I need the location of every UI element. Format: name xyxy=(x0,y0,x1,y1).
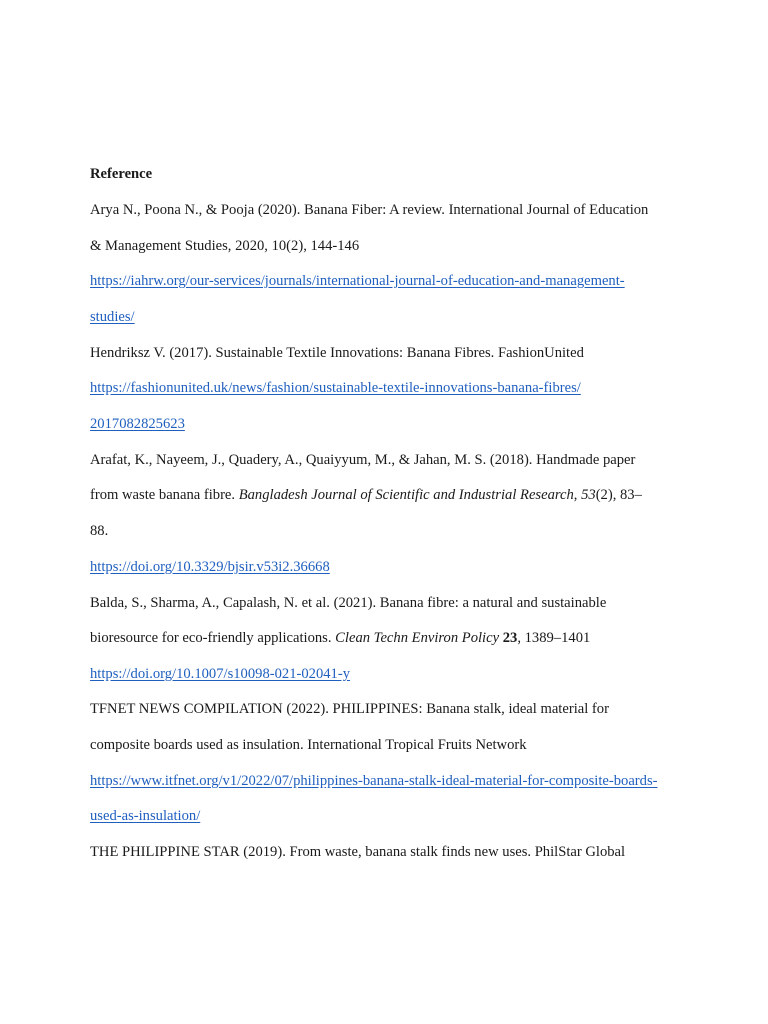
reference-arafat-text-c: (2), 83– xyxy=(595,487,642,503)
reference-arya-link-2[interactable]: studies/ xyxy=(90,309,135,325)
reference-arya-line-1: Arya N., Poona N., & Pooja (2020). Banana Fiber: A review. International Journal of Education xyxy=(90,202,649,218)
reference-tfnet-link-2[interactable]: used-as-insulation/ xyxy=(90,808,201,824)
reference-hendriksz-link-1[interactable]: https://fashionunited.uk/news/fashion/sustainable-textile-innovations-banana-fibres/ xyxy=(90,380,581,396)
reference-balda-text-a: bioresource for eco-friendly applications. xyxy=(90,630,336,646)
reference-tfnet-link-1[interactable]: https://www.itfnet.org/v1/2022/07/philippines-banana-stalk-ideal-material-for-composite-boards- xyxy=(90,773,658,789)
reference-heading: Reference xyxy=(90,166,153,182)
reference-tfnet-line-2: composite boards used as insulation. International Tropical Fruits Network xyxy=(90,737,527,753)
reference-arafat-line-3: 88. xyxy=(90,523,109,539)
reference-balda-line-1: Balda, S., Sharma, A., Capalash, N. et al. (2021). Banana fibre: a natural and sustainable xyxy=(90,595,607,611)
reference-balda-line-2 xyxy=(90,629,590,647)
reference-arafat-text-b: , xyxy=(573,487,582,503)
reference-tfnet-line-1: TFNET NEWS COMPILATION (2022). PHILIPPINES: Banana stalk, ideal material for xyxy=(90,701,609,717)
reference-arafat-link-1[interactable]: https://doi.org/10.3329/bjsir.v53i2.36668 xyxy=(90,559,330,575)
reference-arafat-journal: Bangladesh Journal of Scientific and Industrial Research xyxy=(238,487,574,503)
reference-hendriksz-line-1: Hendriksz V. (2017). Sustainable Textile Innovations: Banana Fibres. FashionUnited xyxy=(90,345,584,361)
reference-arya-link-1[interactable]: https://iahrw.org/our-services/journals/international-journal-of-education-and-management- xyxy=(90,273,625,289)
reference-balda-link-1[interactable]: https://doi.org/10.1007/s10098-021-02041-y xyxy=(90,666,350,682)
reference-arafat-line-2 xyxy=(90,486,642,504)
reference-hendriksz-link-2[interactable]: 2017082825623 xyxy=(90,416,185,432)
reference-balda-journal: Clean Techn Environ Policy xyxy=(335,630,500,646)
reference-arya-line-2: & Management Studies, 2020, 10(2), 144-146 xyxy=(90,238,360,254)
reference-arafat-volume: 53 xyxy=(581,487,596,503)
reference-balda-text-c: , 1389–1401 xyxy=(517,630,591,646)
reference-philstar-line-1: THE PHILIPPINE STAR (2019). From waste, banana stalk finds new uses. PhilStar Global xyxy=(90,844,626,860)
reference-arafat-line-1: Arafat, K., Nayeem, J., Quadery, A., Quaiyyum, M., & Jahan, M. S. (2018). Handmade paper xyxy=(90,452,636,468)
reference-arafat-text-a: from waste banana fibre. xyxy=(90,487,239,503)
reference-balda-volume: 23 xyxy=(502,630,518,646)
